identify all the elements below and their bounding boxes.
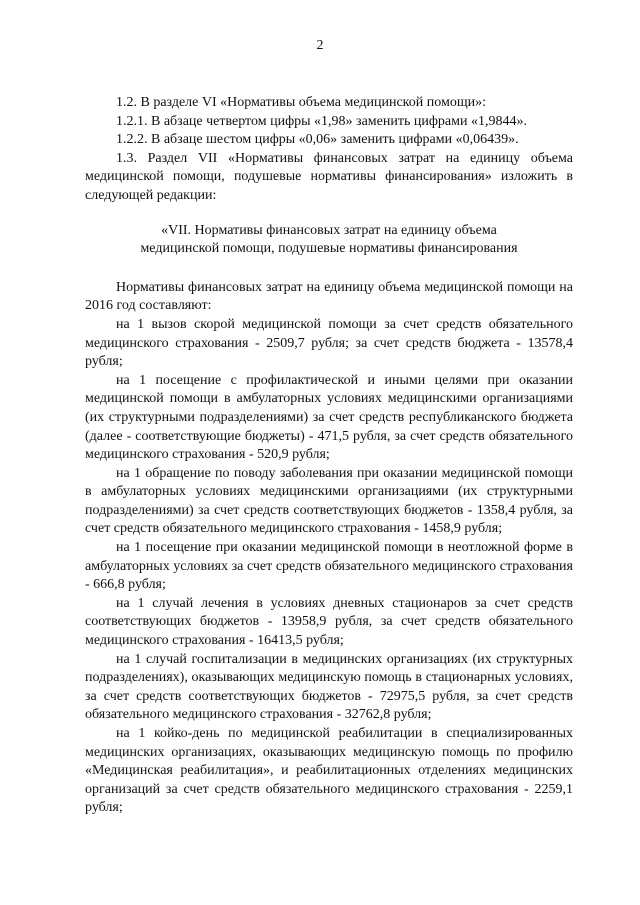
intro-item-1-2-1: 1.2.1. В абзаце четвертом цифры «1,98» заменить цифрами «1,9844». (116, 113, 527, 129)
section-heading-line-1: «VII. Нормативы финансовых затрат на единицу объема (161, 222, 497, 238)
section-heading-line-2: медицинской помощи, подушевые нормативы финансирования (140, 241, 518, 257)
paragraph-preventive-visit: на 1 посещение с профилактической и иными целями при оказании медицинской помощи в амбулаторных условиях медицинскими организациями (их структурными подразделениями) за счет средств республиканского бюджета (далее - соответствующие бюджеты) - 471,5 рубля, за счет средств обязательного медицинского страхования - 520,9 рубля; (85, 372, 573, 463)
intro-item-1-2-2: 1.2.2. В абзаце шестом цифры «0,06» заменить цифрами «0,06439». (116, 132, 519, 148)
paragraph-ambulance: на 1 вызов скорой медицинской помощи за счет средств обязательного медицинского страхования - 2509,7 рубля; за счет средств бюджета - 13578,4 рубля; (85, 316, 573, 370)
intro-item-1-2: 1.2. В разделе VI «Нормативы объема медицинской помощи»: (116, 95, 487, 110)
paragraph-day-hospital: на 1 случай лечения в условиях дневных стационаров за счет средств соответствующих бюджетов - 13958,9 рубля, за счет средств обязательного медицинского страхования - 16413,5 рубля; (85, 595, 573, 649)
paragraph-disease-appeal: на 1 обращение по поводу заболевания при оказании медицинской помощи в амбулаторных условиях медицинскими организациями (их структурными подразделениями) за счет средств соответствующих бюджетов - 1358,4 рубля, за счет средств обязательного медицинского страхования - 1458,9 рубля; (85, 465, 573, 537)
intro-item-1-3: 1.3. Раздел VII «Нормативы финансовых затрат на единицу объема медицинской помощи, подушевые нормативы финансирования» изложить в следующей редакции: (85, 150, 573, 203)
page-number: 2 (316, 38, 324, 53)
paragraph-intro: Нормативы финансовых затрат на единицу объема медицинской помощи на 2016 год составляют: (85, 279, 573, 314)
section-heading (85, 222, 573, 259)
paragraph-rehabilitation: на 1 койко-день по медицинской реабилитации в специализированных медицинских организациях, оказывающих медицинскую помощь по профилю «Медицинская реабилитация», и реабилитационных отделениях медицинских организаций за счет средств обязательного медицинского страхования - 2259,1 рубля; (85, 726, 573, 816)
paragraph-urgent-visit: на 1 посещение при оказании медицинской помощи в неотложной форме в амбулаторных условиях за счет средств обязательного медицинского страхования - 666,8 рубля; (85, 540, 573, 593)
document-body (85, 94, 573, 818)
paragraph-hospitalization: на 1 случай госпитализации в медицинских организациях (их структурных подразделениях), оказывающих медицинскую помощь в стационарных условиях, за счет средств соответствующих бюджетов - 72975,5 рубля, за счет средств обязательного медицинского страхования - 32762,8 рубля; (85, 651, 573, 723)
